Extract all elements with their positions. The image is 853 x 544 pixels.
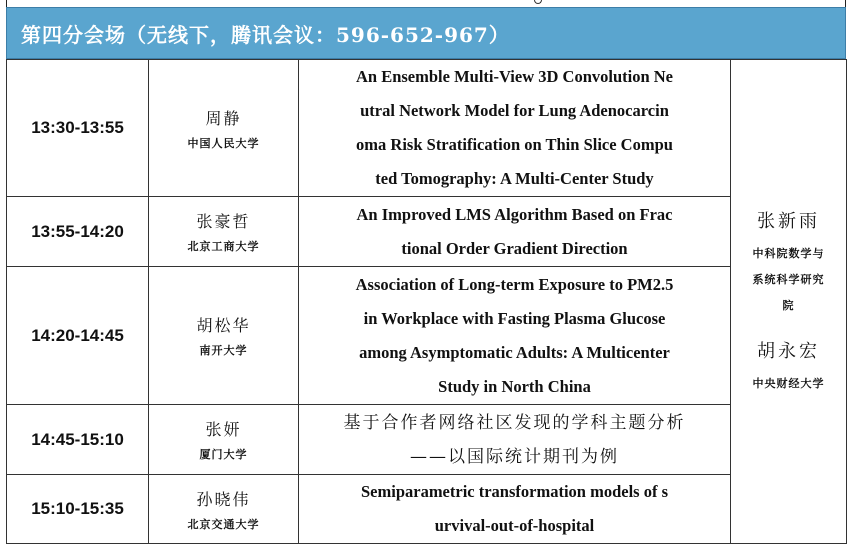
table-row — [7, 405, 847, 475]
time-cell: 14:45-15:10 — [7, 405, 149, 475]
talk-title-cell — [299, 475, 731, 544]
chair-name: 胡永宏 — [757, 340, 820, 362]
chair-cell — [731, 60, 847, 544]
talk-title-line: urvival-out-of-hospital — [434, 516, 595, 535]
talk-title-line: Association of Long-term Exposure to PM2.5 — [355, 274, 674, 294]
speaker-name: 胡松华 — [196, 316, 251, 335]
speaker-cell — [149, 60, 299, 197]
speaker-cell — [149, 267, 299, 405]
speaker-name: 孙晓伟 — [196, 489, 251, 509]
talk-title-line: Study in North China — [438, 376, 591, 396]
speaker-cell — [149, 405, 299, 475]
speaker-affiliation: 北京工商大学 — [187, 240, 260, 253]
table-row — [7, 267, 847, 405]
talk-title-line: among Asymptomatic Adults: A Multicenter — [359, 342, 670, 362]
time-cell: 15:10-15:35 — [7, 475, 149, 544]
chair-name: 张新雨 — [757, 210, 820, 232]
chair-affiliation-line: 系统科学研究 — [752, 272, 825, 286]
speaker-cell — [149, 197, 299, 267]
talk-title-line: 基于合作者网络社区发现的学科主题分析 — [343, 412, 686, 433]
table-row — [7, 60, 847, 197]
top-strip — [0, 0, 853, 7]
time-cell: 13:30-13:55 — [7, 60, 149, 197]
session-title: 第四分会场（无线下，腾讯会议：596-652-967） — [21, 22, 510, 47]
time-cell: 13:55-14:20 — [7, 197, 149, 267]
talk-title-cell — [299, 405, 731, 475]
talk-title-line: utral Network Model for Lung Adenocarcin — [360, 101, 669, 120]
talk-title-line: ——以国际统计期刊为例 — [410, 446, 619, 467]
chair-block — [731, 207, 846, 319]
table-row — [7, 197, 847, 267]
speaker-name: 张豪哲 — [196, 212, 251, 231]
speaker-name: 周静 — [205, 108, 242, 128]
table-row — [7, 475, 847, 544]
chair-affiliation-line: 中央财经大学 — [752, 376, 825, 390]
speaker-affiliation: 北京交通大学 — [187, 517, 260, 531]
speaker-name: 张妍 — [205, 420, 242, 439]
talk-title-cell — [299, 197, 731, 267]
chair-block — [731, 337, 846, 397]
session-header — [6, 7, 846, 59]
talk-title-cell — [299, 60, 731, 197]
border-line-left — [6, 0, 7, 7]
schedule-table — [6, 59, 847, 544]
border-line-right — [845, 0, 846, 7]
talk-title-line: ted Tomography: A Multi-Center Study — [375, 169, 654, 188]
time-cell: 14:20-14:45 — [7, 267, 149, 405]
talk-title-cell — [299, 267, 731, 405]
talk-title-line: An Improved LMS Algorithm Based on Frac — [356, 204, 673, 224]
talk-title-line: oma Risk Stratification on Thin Slice Compu — [356, 135, 673, 154]
speaker-affiliation: 中国人民大学 — [187, 136, 260, 150]
chair-affiliation-line: 中科院数学与 — [752, 246, 825, 260]
talk-title-line: Semiparametric transformation models of s — [360, 482, 669, 501]
text-fragment-mark — [534, 0, 542, 4]
speaker-affiliation: 厦门大学 — [199, 448, 248, 461]
chair-affiliation-line: 院 — [782, 298, 795, 312]
talk-title-line: tional Order Gradient Direction — [401, 238, 628, 258]
talk-title-line: An Ensemble Multi-View 3D Convolution Ne — [355, 67, 674, 86]
talk-title-line: in Workplace with Fasting Plasma Glucose — [363, 308, 666, 328]
speaker-cell — [149, 475, 299, 544]
speaker-affiliation: 南开大学 — [199, 344, 248, 357]
